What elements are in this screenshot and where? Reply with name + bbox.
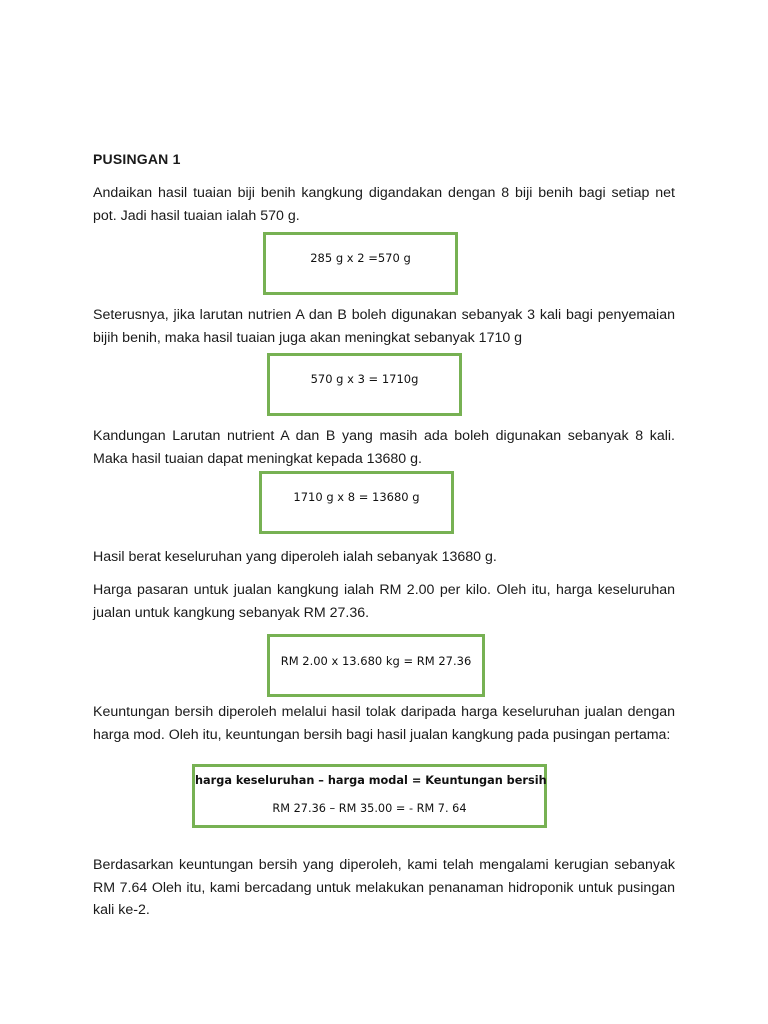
equation-5: harga keseluruhan – harga modal = Keuntungan bersih (195, 774, 547, 787)
paragraph-5: Harga pasaran untuk jualan kangkung ialah RM 2.00 per kilo. Oleh itu, harga keseluruhan jualan untuk kangkung sebanyak RM 27.36. (93, 582, 675, 621)
equation-3: 1710 g x 8 = 13680 g (293, 490, 420, 504)
equation-box-1 (263, 232, 458, 295)
equation-1: 285 g x 2 =570 g (310, 251, 411, 265)
paragraph-4: Hasil berat keseluruhan yang diperoleh ialah sebanyak 13680 g. (93, 549, 497, 565)
equation-2: 570 g x 3 = 1710g (310, 372, 419, 386)
paragraph-7: Berdasarkan keuntungan bersih yang diperoleh, kami telah mengalami kerugian sebanyak RM 7.64 Oleh itu, kami bercadang untuk melakukan penanaman hidroponik untuk pusingan kali ke-2. (93, 857, 675, 918)
paragraph-2: Seterusnya, jika larutan nutrien A dan B boleh digunakan sebanyak 3 kali bagi penyemaian bijih benih, maka hasil tuaian juga akan meningkat sebanyak 1710 g (93, 307, 675, 346)
equation-box-2 (267, 353, 462, 416)
paragraph-6: Keuntungan bersih diperoleh melalui hasil tolak daripada harga keseluruhan jualan dengan harga mod. Oleh itu, keuntungan bersih bagi hasil jualan kangkung pada pusingan pertama: (93, 704, 675, 743)
paragraph-3: Kandungan Larutan nutrient A dan B yang masih ada boleh digunakan sebanyak 8 kali. Maka hasil tuaian dapat meningkat kepada 13680 g. (93, 428, 675, 467)
equation-box-5 (192, 764, 547, 828)
equation-6: RM 27.36 – RM 35.00 = - RM 7. 64 (272, 802, 467, 815)
equation-4: RM 2.00 x 13.680 kg = RM 27.36 (280, 654, 472, 668)
equation-box-3 (259, 471, 454, 534)
paragraph-1: Andaikan hasil tuaian biji benih kangkung digandakan dengan 8 biji benih bagi setiap net pot. Jadi hasil tuaian ialah 570 g. (93, 185, 675, 224)
section-heading: PUSINGAN 1 (93, 151, 181, 167)
equation-box-4 (267, 634, 485, 697)
